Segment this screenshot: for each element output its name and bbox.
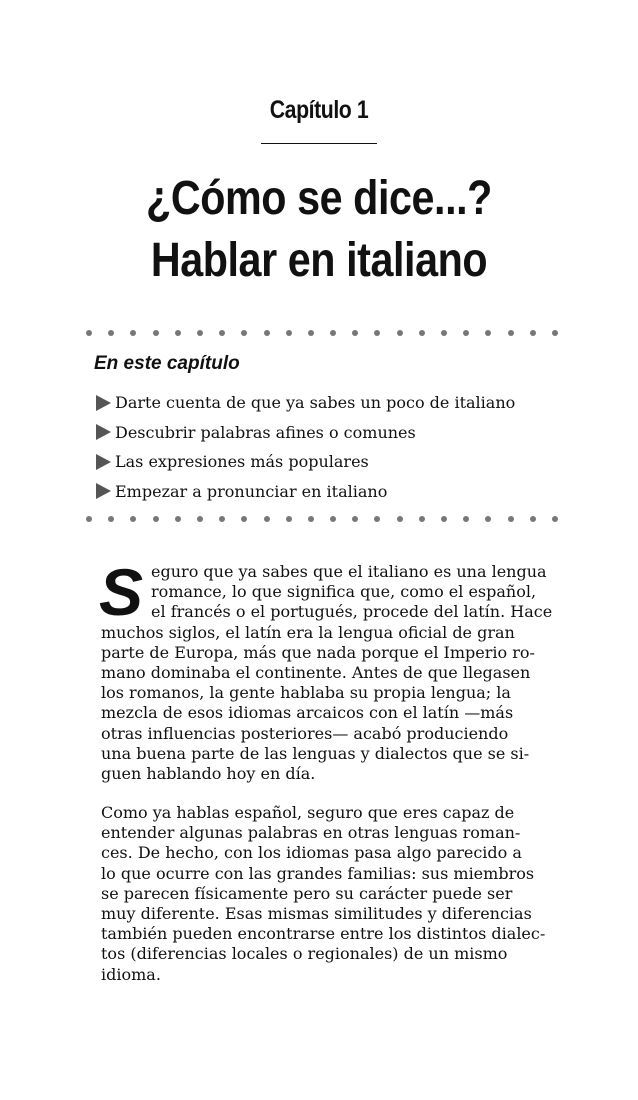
divider-dot (463, 330, 469, 336)
chapter-label: Capítulo 1 (269, 96, 369, 124)
text-line: lo que ocurre con las grandes familias: sus miembros (101, 863, 535, 883)
divider-dot (419, 516, 425, 522)
text-line: tos (diferencias locales o regionales) de un mismo (101, 944, 508, 964)
triangle-arrow-icon (96, 424, 111, 440)
list-item (96, 447, 515, 477)
list-item-text: Empezar a pronunciar en italiano (115, 481, 388, 501)
divider-dot (508, 330, 514, 336)
divider-dot (286, 330, 292, 336)
divider-dot (374, 330, 380, 336)
divider-dot (86, 516, 92, 522)
text-line: eguro que ya sabes que el italiano es una lengua (151, 562, 547, 581)
list-item (96, 388, 515, 418)
divider-dot (419, 330, 425, 336)
text-line: muchos siglos, el latín era la lengua oficial de gran (101, 622, 515, 642)
text-line: entender algunas palabras en otras lenguas roman- (101, 823, 521, 843)
divider-dot (530, 330, 536, 336)
text-line: también pueden encontrarse entre los distintos dialec- (101, 924, 546, 944)
body-paragraph-1 (99, 555, 556, 784)
divider-dot (397, 330, 403, 336)
in-this-chapter-list (96, 388, 515, 506)
divider-dot (86, 330, 92, 336)
list-item (96, 418, 515, 448)
text-line: una buena parte de las lenguas y dialectos que se si- (101, 743, 530, 763)
list-item-text: Descubrir palabras afines o comunes (115, 422, 416, 442)
text-line: idioma. (101, 964, 161, 984)
divider-dot (441, 516, 447, 522)
divider-dot (308, 330, 314, 336)
triangle-arrow-icon (96, 483, 111, 499)
body-paragraph-2 (101, 803, 556, 985)
divider-dot (153, 330, 159, 336)
paragraph-2-lines (101, 803, 556, 985)
divider-dot (197, 330, 203, 336)
list-item (96, 477, 515, 507)
divider-dot (397, 516, 403, 522)
divider-dot (441, 330, 447, 336)
divider-dot (219, 330, 225, 336)
text-line: parte de Europa, más que nada porque el Imperio ro- (101, 642, 535, 662)
divider-dot (130, 330, 136, 336)
divider-dot (241, 330, 247, 336)
text-line: ces. De hecho, con los idiomas pasa algo parecido a (101, 843, 522, 863)
chapter-label-underline (261, 143, 377, 144)
divider-dot (153, 516, 159, 522)
divider-dot (530, 516, 536, 522)
divider-dot (175, 330, 181, 336)
divider-dot (264, 330, 270, 336)
triangle-arrow-icon (96, 454, 111, 470)
divider-dot (330, 330, 336, 336)
paragraph-1-lines (99, 555, 556, 784)
divider-dot (241, 516, 247, 522)
dotted-divider-top (86, 328, 558, 338)
divider-dot (552, 516, 558, 522)
text-line: se parecen físicamente pero su carácter puede ser (101, 883, 513, 903)
divider-dot (108, 330, 114, 336)
list-item-text: Darte cuenta de que ya sabes un poco de italiano (115, 393, 516, 413)
divider-dot (485, 516, 491, 522)
divider-dot (286, 516, 292, 522)
divider-dot (130, 516, 136, 522)
text-line: otras influencias posteriores— acabó produciendo (101, 723, 509, 743)
divider-dot (264, 516, 270, 522)
divider-dot (330, 516, 336, 522)
text-line: romance, lo que significa que, como el español, (151, 582, 537, 602)
dotted-divider-bottom (86, 514, 558, 524)
divider-dot (463, 516, 469, 522)
drop-cap: S (99, 555, 144, 629)
text-line: muy diferente. Esas mismas similitudes y diferencias (101, 904, 532, 924)
divider-dot (219, 516, 225, 522)
divider-dot (374, 516, 380, 522)
text-line: los romanos, la gente hablaba su propia lengua; la (101, 683, 511, 703)
text-line: mano dominaba el continente. Antes de que llegasen (101, 663, 531, 683)
list-item-text: Las expresiones más populares (115, 452, 369, 472)
text-line: el francés o el portugués, procede del latín. Hace (151, 602, 553, 622)
divider-dot (308, 516, 314, 522)
triangle-arrow-icon (96, 395, 111, 411)
divider-dot (552, 330, 558, 336)
divider-dot (485, 330, 491, 336)
in-this-chapter-heading: En este capítulo (94, 353, 240, 374)
divider-dot (108, 516, 114, 522)
divider-dot (352, 516, 358, 522)
chapter-title-line-2: Hablar en italiano (150, 234, 488, 287)
divider-dot (197, 516, 203, 522)
text-line: mezcla de esos idiomas arcaicos con el latín —más (101, 703, 514, 723)
text-line: Como ya hablas español, seguro que eres capaz de (101, 803, 515, 822)
chapter-title-line-1: ¿Cómo se dice...? (146, 172, 492, 225)
divider-dot (352, 330, 358, 336)
divider-dot (508, 516, 514, 522)
chapter-title (45, 168, 594, 292)
text-line: guen hablando hoy en día. (101, 764, 316, 784)
divider-dot (175, 516, 181, 522)
